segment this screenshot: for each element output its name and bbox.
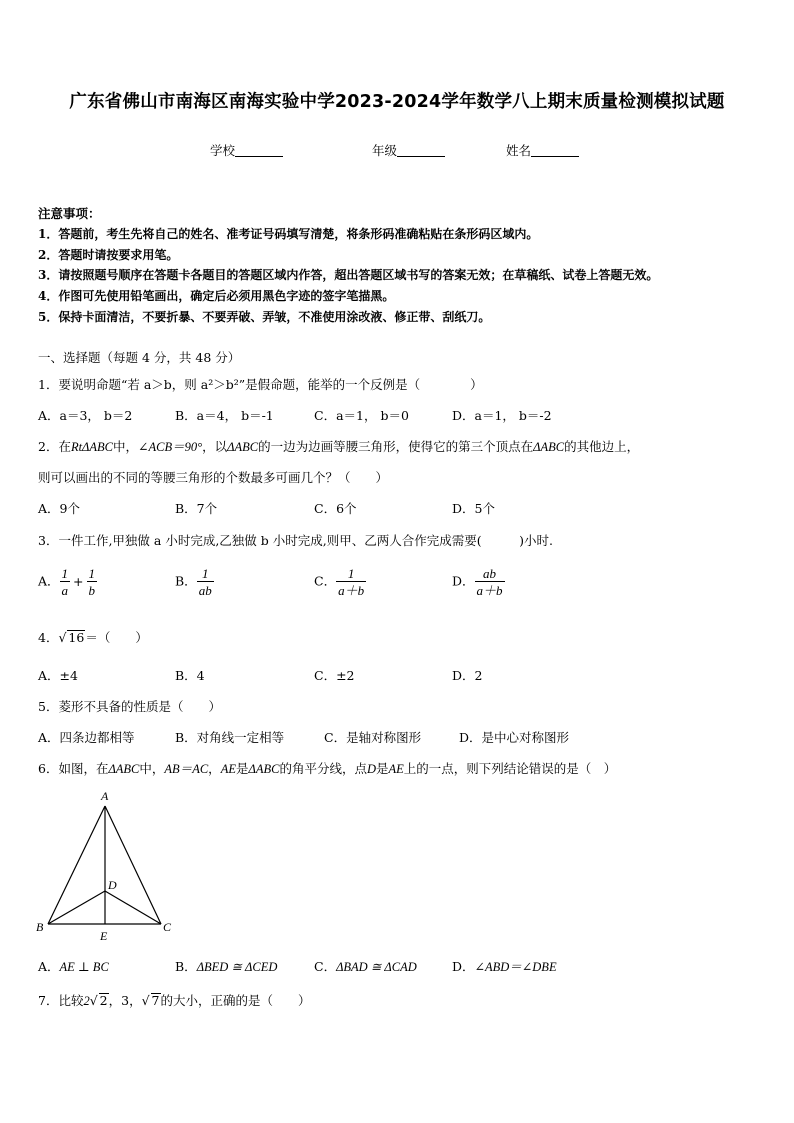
text: ＝（ ） [85, 630, 148, 645]
point-label-d: D [108, 878, 117, 892]
text: 是 [375, 761, 389, 776]
q3-option-a [38, 566, 97, 598]
math-expr: AB＝AC [164, 762, 209, 776]
text: 7．比较 [38, 993, 84, 1008]
text: 2．在 [38, 439, 71, 454]
text: 的角平分线，点 [279, 761, 367, 776]
question-4-stem [38, 628, 148, 646]
triangle-figure [30, 786, 190, 946]
question-5-stem: 5．菱形不具备的性质是（ ） [38, 699, 221, 714]
denominator: a＋b [338, 583, 365, 598]
radicand: 16 [68, 630, 85, 645]
point-label-e: E [100, 929, 108, 943]
fraction [336, 566, 366, 598]
q3-option-c [314, 566, 366, 598]
option-label: B． [175, 959, 197, 974]
q4-option-c: C．±2 [314, 668, 355, 683]
math-expr: ΔABC [227, 440, 259, 454]
option-label: B． [175, 573, 197, 589]
question-3-stem: 3．一件工作,甲独做 a 小时完成,乙独做 b 小时完成,则甲、乙两人合作完成需要( )小时. [38, 533, 553, 548]
q5-option-b: B．对角线一定相等 [175, 730, 285, 745]
math-expr: AE [220, 762, 236, 776]
note-item: 1．答题前，考生先将自己的姓名、准考证号码填写清楚，将条形码准确粘贴在条形码区域内。 [38, 227, 539, 241]
q1-option-d: D．a＝1， b＝-2 [452, 408, 552, 423]
side-ac [105, 806, 161, 924]
text: 是 [235, 761, 249, 776]
q5-option-d: D．是中心对称图形 [459, 730, 570, 745]
fraction [87, 566, 98, 598]
q4-option-d: D．2 [452, 668, 483, 683]
denominator: ab [198, 583, 212, 598]
school-field [210, 141, 283, 159]
fraction [475, 566, 505, 598]
numerator: 1 [88, 566, 96, 581]
note-item: 5．保持卡面清洁，不要折暴、不要弄破、弄皱，不准使用涂改液、修正带、刮纸刀。 [38, 310, 491, 324]
fraction [60, 566, 71, 598]
text: 上的一点，则下列结论错误的是（ ） [403, 761, 617, 776]
math-expr: 2 [83, 994, 90, 1008]
numerator: 1 [201, 566, 209, 581]
text: 中， [139, 761, 165, 776]
question-2-stem-line2: 则可以画出的不同的等腰三角形的个数最多可画几个？（ ） [38, 470, 389, 485]
math-expr: ∠ABD＝∠DBE [474, 960, 557, 974]
text: 6．如图，在 [38, 761, 109, 776]
q5-option-c: C．是轴对称图形 [324, 730, 422, 745]
q3-option-b [175, 566, 214, 598]
option-label: D． [452, 573, 475, 589]
text: ，以 [202, 439, 228, 454]
question-7-stem: 7．比较2√ 2，3，√ 7的大小，正确的是（ ） [38, 993, 311, 1008]
q4-option-b: B．4 [175, 668, 205, 683]
q1-option-c: C．a＝1， b＝0 [314, 408, 409, 423]
radical-sign: √ [58, 630, 67, 645]
vertex-label-a: A [101, 789, 109, 803]
school-label: 学校 [210, 143, 236, 158]
grade-field [372, 141, 445, 159]
side-ab [48, 806, 105, 924]
math-expr: ΔABC [108, 762, 140, 776]
notes-heading: 注意事项： [38, 206, 101, 221]
q2-option-d: D．5个 [452, 501, 495, 516]
option-label: D． [452, 959, 475, 974]
plus-sign: + [73, 573, 84, 589]
text: 4． [38, 630, 59, 645]
text: 的大小，正确的是（ ） [160, 993, 311, 1008]
q1-option-a: A．a＝3， b＝2 [38, 408, 133, 423]
text: 的其他边上， [564, 439, 640, 454]
radicand: 2 [99, 993, 108, 1008]
question-6-stem [38, 759, 616, 777]
note-item: 3．请按照题号顺序在答题卡各题目的答题区域内作答，超出答题区域书写的答案无效；在草稿纸、试卷上答题无效。 [38, 268, 659, 282]
denominator: b [88, 583, 96, 598]
q2-option-b: B．7个 [175, 501, 218, 516]
radicand: 7 [151, 993, 160, 1008]
math-expr: RtΔABC [70, 440, 114, 454]
name-label: 姓名 [506, 143, 532, 158]
text: 的一边为边画等腰三角形，使得它的第三个顶点在 [258, 439, 534, 454]
section-heading: 一、选择题（每题 4 分，共 48 分） [38, 350, 241, 365]
numerator: 1 [61, 566, 69, 581]
q2-option-a: A．9个 [38, 501, 80, 516]
math-expr: ΔABC [533, 440, 565, 454]
text: ， [208, 761, 221, 776]
q6-option-b [175, 957, 277, 975]
q5-option-a: A．四条边都相等 [38, 730, 135, 745]
note-item: 2．答题时请按要求用笔。 [38, 248, 179, 262]
denominator: a [61, 583, 69, 598]
numerator: 1 [347, 566, 355, 581]
grade-label: 年级 [372, 143, 398, 158]
page-title: 广东省佛山市南海区南海实验中学2023-2024学年数学八上期末质量检测模拟试题 [69, 92, 725, 112]
vertex-label-c: C [163, 920, 172, 934]
math-expr: AE ⊥ BC [59, 960, 109, 974]
school-blank [235, 143, 283, 157]
q2-option-c: C．6个 [314, 501, 357, 516]
q6-option-d [452, 957, 557, 975]
option-label: A． [38, 573, 60, 589]
option-label: A． [38, 959, 60, 974]
text: 中， [113, 439, 139, 454]
question-1-stem: 1．要说明命题“若 a＞b，则 a²＞b²”是假命题，能举的一个反例是（ ） [38, 377, 483, 392]
text: ，3， [108, 993, 142, 1008]
name-field [506, 141, 579, 159]
math-expr: ΔBED ≅ ΔCED [196, 960, 278, 974]
numerator: ab [483, 566, 497, 581]
math-expr: D [366, 762, 376, 776]
grade-blank [397, 143, 445, 157]
option-label: C． [314, 959, 337, 974]
denominator: a＋b [476, 583, 503, 598]
note-item: 4．作图可先使用铅笔画出，确定后必须用黑色字迹的签字笔描黑。 [38, 289, 395, 303]
math-expr: ΔBAD ≅ ΔCAD [336, 960, 417, 974]
q4-option-a: A．±4 [38, 668, 78, 683]
math-expr: ΔABC [248, 762, 280, 776]
option-label: C． [314, 573, 337, 589]
q6-option-a [38, 957, 109, 975]
math-expr: AE [388, 762, 404, 776]
fraction [197, 566, 214, 598]
math-expr: ∠ACB＝90° [138, 440, 203, 454]
q6-option-c [314, 957, 417, 975]
question-2-stem-line1 [38, 437, 639, 455]
q3-option-d [452, 566, 505, 598]
q1-option-b: B．a＝4， b＝-1 [175, 408, 274, 423]
name-blank [531, 143, 579, 157]
vertex-label-b: B [36, 920, 44, 934]
